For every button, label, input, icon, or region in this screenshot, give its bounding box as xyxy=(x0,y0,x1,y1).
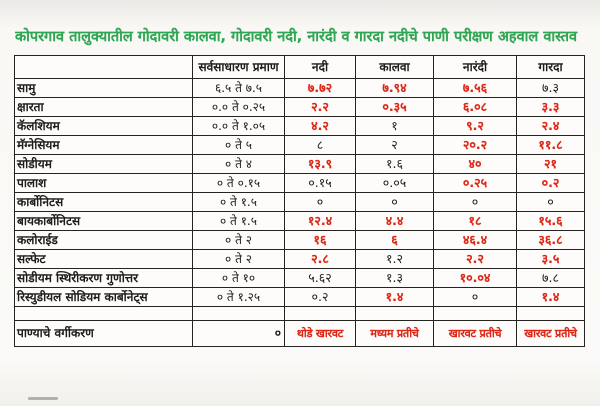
column-header-3: कालवा xyxy=(356,56,434,79)
value-cell: १.३ xyxy=(356,269,434,288)
table-row xyxy=(15,231,585,250)
column-header-5: गारदा xyxy=(517,56,585,79)
column-header-2: नदी xyxy=(285,56,356,79)
value-cell: ९.२ xyxy=(434,117,517,136)
value-cell: ० xyxy=(517,193,585,212)
value-cell: ०.२ xyxy=(517,174,585,193)
value-cell: ७.५६ xyxy=(434,79,517,98)
value-cell: ४.२ xyxy=(285,117,356,136)
value-cell: १.२ xyxy=(356,250,434,269)
value-cell: ६.०८ xyxy=(434,98,517,117)
table-row xyxy=(15,193,585,212)
parameter-label-cell: सामु xyxy=(15,79,193,98)
value-cell: १३.९ xyxy=(285,155,356,174)
value-cell: ० xyxy=(285,193,356,212)
value-cell: ६ xyxy=(356,231,434,250)
value-cell xyxy=(434,307,517,321)
value-cell: ०.२ xyxy=(285,288,356,307)
value-cell: २१ xyxy=(517,155,585,174)
parameter-label-cell: पालाश xyxy=(15,174,193,193)
value-cell: ० xyxy=(356,193,434,212)
standard-range-cell: ० ते ०.१५ xyxy=(193,174,285,193)
value-cell: ७.३ xyxy=(517,79,585,98)
parameter-label-cell: रिस्युडीयल सोडियम कार्बोनेट्स xyxy=(15,288,193,307)
value-cell: ११.८ xyxy=(517,136,585,155)
table-row xyxy=(15,155,585,174)
parameter-label-cell xyxy=(15,307,193,321)
parameter-label-cell: पाण्याचे वर्गीकरण xyxy=(15,321,193,347)
standard-range-cell: ० ते ५ xyxy=(193,136,285,155)
standard-range-cell: ० ते २ xyxy=(193,231,285,250)
value-cell: खारवट प्रतीचे xyxy=(517,321,585,347)
parameter-label-cell: बायकार्बोनिटस xyxy=(15,212,193,231)
column-header-4: नारंदी xyxy=(434,56,517,79)
value-cell: १.४ xyxy=(517,288,585,307)
parameter-label-cell: क्षारता xyxy=(15,98,193,117)
value-cell: ७.७२ xyxy=(285,79,356,98)
value-cell: १०.०४ xyxy=(434,269,517,288)
value-cell: ८ xyxy=(285,136,356,155)
value-cell: ३.५ xyxy=(517,250,585,269)
value-cell xyxy=(285,307,356,321)
table-header xyxy=(15,56,585,79)
value-cell: थोडे खारवट xyxy=(285,321,356,347)
report-title: कोपरगाव तालुक्यातील गोदावरी कालवा, गोदावरी नदी, नारंदी व गारदा नदीचे पाणी परीक्षण अहवाल वास्तव xyxy=(15,29,578,45)
table-body xyxy=(15,79,585,347)
value-cell: ३६.८ xyxy=(517,231,585,250)
value-cell: २.४ xyxy=(517,117,585,136)
value-cell: २.२ xyxy=(285,98,356,117)
value-cell: २.२ xyxy=(434,250,517,269)
header-row xyxy=(15,56,585,79)
parameter-label-cell: सल्फेट xyxy=(15,250,193,269)
value-cell: ०.०५ xyxy=(356,174,434,193)
value-cell xyxy=(356,307,434,321)
value-cell: ०.३५ xyxy=(356,98,434,117)
classification-row xyxy=(15,321,585,347)
value-cell: १.६ xyxy=(356,155,434,174)
table-row xyxy=(15,79,585,98)
table-row xyxy=(15,250,585,269)
column-header-1: सर्वसाधारण प्रमाण xyxy=(193,56,285,79)
parameter-label-cell: मॅग्नेसियम xyxy=(15,136,193,155)
value-cell: २ xyxy=(356,136,434,155)
value-cell: ०.२५ xyxy=(434,174,517,193)
standard-range-cell: ६.५ ते ७.५ xyxy=(193,79,285,98)
value-cell: १ xyxy=(356,117,434,136)
column-header-0 xyxy=(15,56,193,79)
value-cell: मध्यम प्रतीचे xyxy=(356,321,434,347)
value-cell: ५.६२ xyxy=(285,269,356,288)
parameter-label-cell: सोडीयम स्थिरीकरण गुणोत्तर xyxy=(15,269,193,288)
value-cell: ७.९४ xyxy=(356,79,434,98)
scan-artifact xyxy=(28,397,58,400)
value-cell: २०.२ xyxy=(434,136,517,155)
table-row xyxy=(15,136,585,155)
table-row xyxy=(15,269,585,288)
standard-range-cell: ०.० ते १.०५ xyxy=(193,117,285,136)
standard-range-cell: ० ते ४ xyxy=(193,155,285,174)
table-row xyxy=(15,117,585,136)
value-cell: ४.४ xyxy=(356,212,434,231)
value-cell: १२.४ xyxy=(285,212,356,231)
standard-range-cell: ० ते १० xyxy=(193,269,285,288)
spacer-row xyxy=(15,307,585,321)
parameter-label-cell: कॅलशियम xyxy=(15,117,193,136)
value-cell: १.४ xyxy=(356,288,434,307)
value-cell: ४६.४ xyxy=(434,231,517,250)
parameter-label-cell: सोडीयम xyxy=(15,155,193,174)
standard-range-cell: ० ते १.२५ xyxy=(193,288,285,307)
parameter-label-cell: कलोराईड xyxy=(15,231,193,250)
value-cell: २.८ xyxy=(285,250,356,269)
standard-range-cell: ० ते १.५ xyxy=(193,212,285,231)
value-cell: ७.८ xyxy=(517,269,585,288)
value-cell: खारवट प्रतीचे xyxy=(434,321,517,347)
value-cell: ३.३ xyxy=(517,98,585,117)
value-cell: १५.६ xyxy=(517,212,585,231)
value-cell: ०.१५ xyxy=(285,174,356,193)
value-cell: ० xyxy=(434,193,517,212)
table-row xyxy=(15,212,585,231)
water-test-table xyxy=(14,55,585,347)
standard-range-cell xyxy=(193,307,285,321)
value-cell: ० xyxy=(434,288,517,307)
standard-range-cell: ० ते २ xyxy=(193,250,285,269)
value-cell: ४० xyxy=(434,155,517,174)
standard-range-cell: ०.० ते ०.२५ xyxy=(193,98,285,117)
table-row xyxy=(15,174,585,193)
table-row xyxy=(15,98,585,117)
value-cell: १८ xyxy=(434,212,517,231)
standard-range-cell: ० xyxy=(193,321,285,347)
standard-range-cell: ० ते १.५ xyxy=(193,193,285,212)
value-cell xyxy=(517,307,585,321)
parameter-label-cell: कार्बोनिटस xyxy=(15,193,193,212)
value-cell: १६ xyxy=(285,231,356,250)
table-row xyxy=(15,288,585,307)
